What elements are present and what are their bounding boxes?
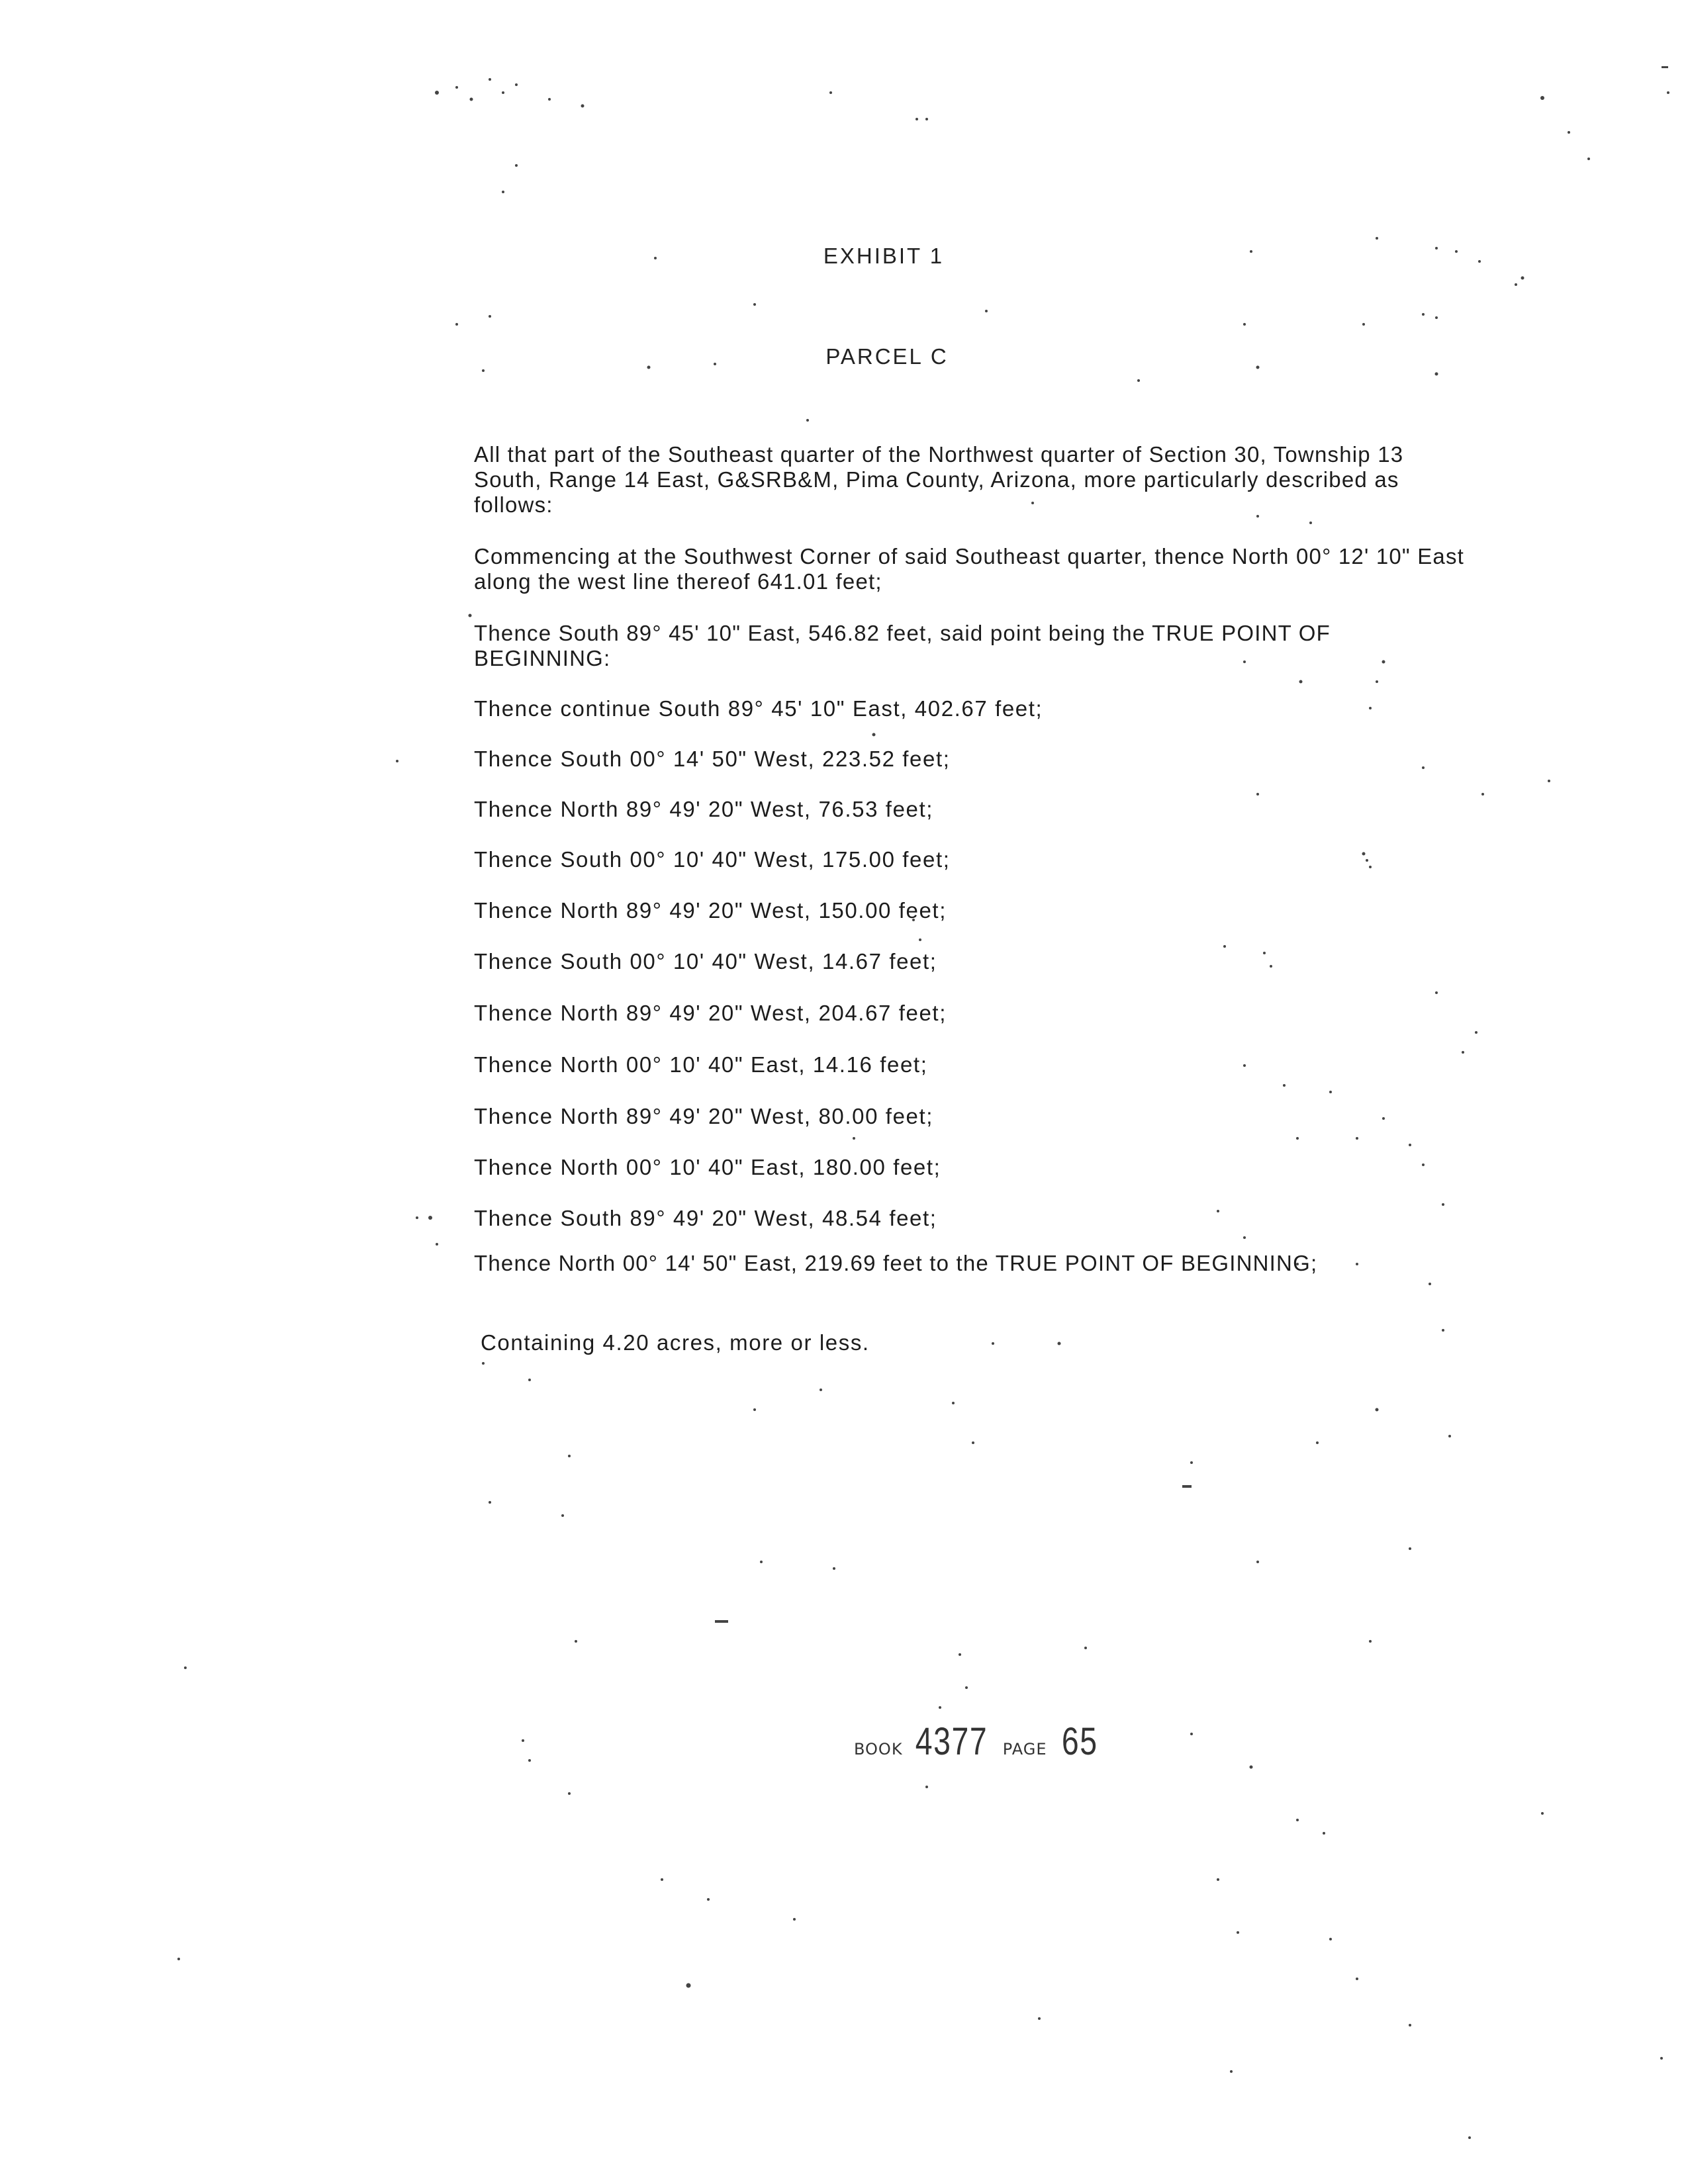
course-line: Thence continue South 89° 45' 10" East, 402.67 feet;: [474, 696, 1043, 721]
course-line: Thence North 89° 49' 20" West, 150.00 feet;: [474, 898, 947, 923]
course-line: Thence South 00° 14' 50" West, 223.52 feet;: [474, 747, 951, 771]
course-line: Thence South 00° 10' 40" West, 175.00 feet;: [474, 847, 951, 872]
closing-paragraph: Thence North 00° 14' 50" East, 219.69 feet to the TRUE POINT OF BEGINNING;: [474, 1251, 1318, 1275]
intro-paragraph: All that part of the Southeast quarter of the Northwest quarter of Section 30, Township 13 South, Range 14 East, G&SRB&M, Pima County, Arizona, more particularly described as follows:: [474, 442, 1404, 517]
point-of-beginning-paragraph: Thence South 89° 45' 10" East, 546.82 feet, said point being the TRUE POINT OF BEGINNING:: [474, 621, 1331, 670]
page-number: 65: [1061, 1720, 1098, 1763]
course-line: Thence North 89° 49' 20" West, 76.53 feet;: [474, 797, 934, 821]
area-statement: Containing 4.20 acres, more or less.: [481, 1330, 870, 1355]
book-label: BOOK: [854, 1740, 903, 1758]
course-line: Thence North 89° 49' 20" West, 204.67 feet;: [474, 1001, 947, 1025]
book-number: 4377: [915, 1720, 988, 1763]
book-page-stamp: [854, 1719, 1102, 1764]
course-line: Thence South 89° 49' 20" West, 48.54 feet;: [474, 1206, 937, 1230]
parcel-heading: PARCEL C: [825, 344, 949, 369]
commencing-paragraph: Commencing at the Southwest Corner of said Southeast quarter, thence North 00° 12' 10" East along the west line thereof 641.01 feet;: [474, 544, 1465, 594]
page-label: PAGE: [1002, 1740, 1047, 1758]
course-line: Thence North 00° 10' 40" East, 180.00 feet;: [474, 1155, 941, 1179]
exhibit-heading: EXHIBIT 1: [823, 244, 945, 268]
course-line: Thence South 00° 10' 40" West, 14.67 feet;: [474, 949, 937, 974]
course-line: Thence North 89° 49' 20" West, 80.00 feet;: [474, 1104, 934, 1128]
course-line: Thence North 00° 10' 40" East, 14.16 feet;: [474, 1052, 928, 1077]
